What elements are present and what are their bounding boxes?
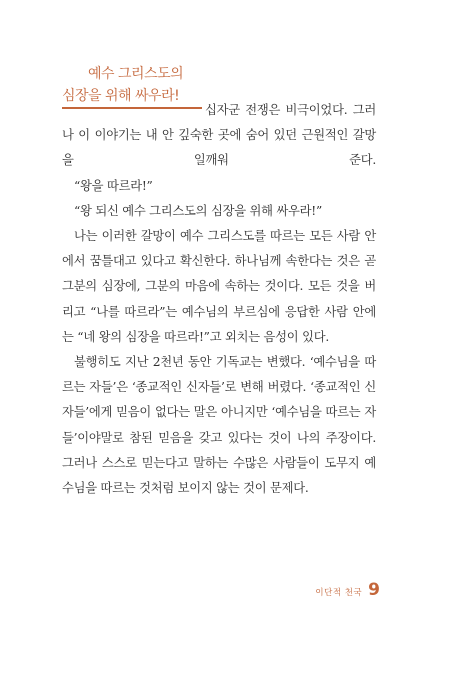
body-text	[62, 98, 376, 501]
page-number: 9	[368, 580, 380, 600]
paragraph-3: “왕 되신 예수 그리스도의 심장을 위해 싸우라!”	[74, 203, 323, 218]
running-title: 이단적 천국	[315, 588, 363, 598]
paragraph-4: 나는 이러한 갈망이 예수 그리스도를 따르는 모든 사람 안에서 꿈틀대고 있다고 확신한다. 하나님께 속한다는 것은 곧 그분의 심장에, 그분의 마음에 속하는 것이다. 모든 것을 버리고 “나를 따르라”는 예수님의 부르심에 응답한 사람 안에는 “네 왕의 심장을 따르라!”고 외치는 음성이 있다.	[62, 229, 376, 344]
paragraph-5: 불행히도 지난 2천년 동안 기독교는 변했다. ‘예수님을 따르는 자들’은 ‘종교적인 신자들’로 변해 버렸다. ‘종교적인 신자들’에게 믿음이 없다는 말은 아니지만 ‘예수님을 따르는 자들’이야말로 참된 믿음을 갖고 있다는 것이 나의 주장이다. 그러나 스스로 믿는다고 말하는 수많은 사람들이 도무지 예수님을 따르는 것처럼 보이지 않는 것이 문제다.	[62, 355, 376, 496]
heading-line-1: 예수 그리스도의	[88, 66, 184, 82]
heading-line-2: 심장을 위해 싸우라!	[62, 88, 180, 104]
paragraph-2: “왕을 따르라!”	[74, 178, 153, 193]
paragraph-1: 십자군 전쟁은 비극이었다. 그러나 이 이야기는 내 안 깊숙한 곳에 숨어 있던 근원적인 갈망을 일깨워 준다.	[62, 103, 376, 168]
page-footer	[315, 580, 380, 600]
